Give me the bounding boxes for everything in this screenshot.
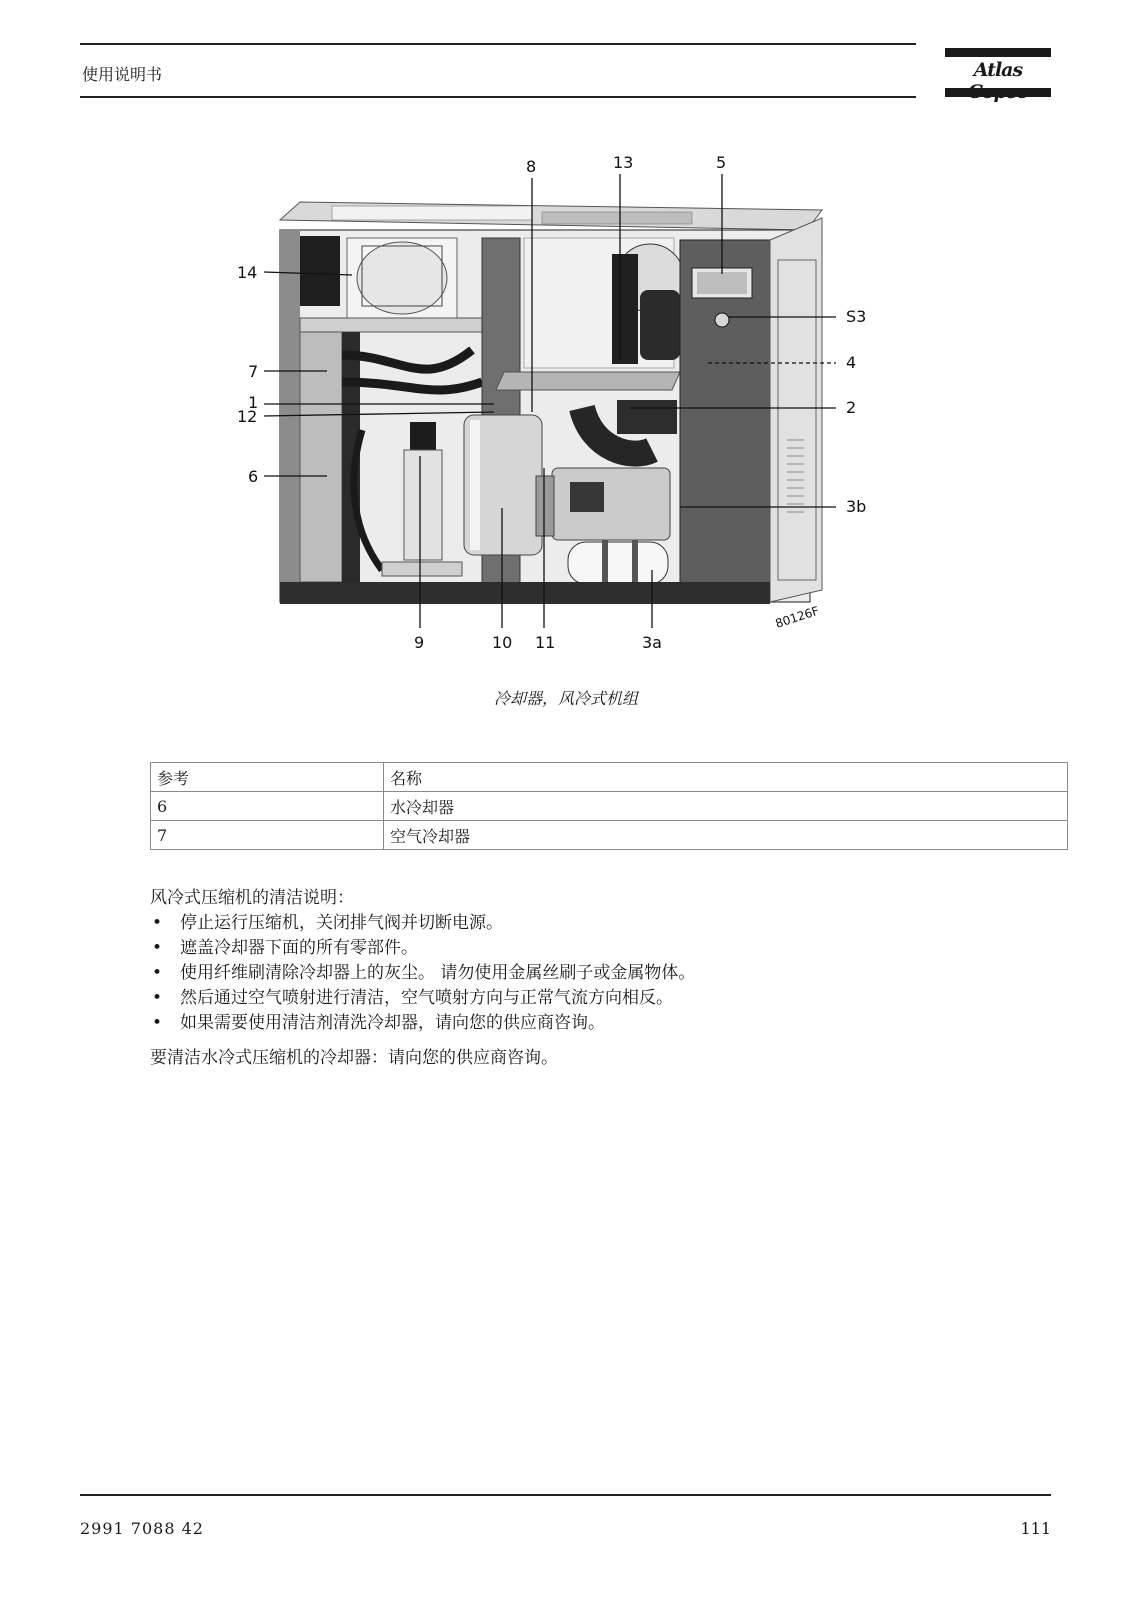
row-ref: 6 <box>151 792 384 821</box>
callout-5: 5 <box>716 153 727 172</box>
bullet-icon: • <box>152 1013 163 1033</box>
callout-3b: 3b <box>846 497 867 516</box>
callout-3a: 3a <box>642 633 662 652</box>
callout-4: 4 <box>846 353 857 372</box>
table-row <box>151 792 1068 821</box>
list-item <box>150 936 1050 961</box>
water-cooled-note: 要清洁水冷式压缩机的冷却器：请向您的供应商咨询。 <box>150 1048 558 1068</box>
page-number: 111 <box>1020 1519 1051 1538</box>
list-item-text: 如果需要使用清洁剂清洗冷却器，请向您的供应商咨询。 <box>180 1013 605 1033</box>
list-item-text: 然后通过空气喷射进行清洁，空气喷射方向与正常气流方向相反。 <box>180 988 673 1008</box>
callout-s3: S3 <box>846 307 867 326</box>
bullet-icon: • <box>152 913 163 933</box>
manual-title: 使用说明书 <box>82 65 163 84</box>
list-item-text: 遮盖冷却器下面的所有零部件。 <box>180 938 418 958</box>
reference-table <box>150 762 1068 850</box>
header-rule-bottom <box>80 96 916 98</box>
callout-2: 2 <box>846 398 857 417</box>
atlas-copco-logo <box>945 48 1051 98</box>
callout-8: 8 <box>526 157 537 176</box>
callout-7: 7 <box>248 362 259 381</box>
figure-caption: 冷却器，风冷式机组 <box>493 689 638 708</box>
figure-code: 80126F <box>773 603 821 631</box>
document-number: 2991 7088 42 <box>80 1519 204 1538</box>
header-name: 名称 <box>384 763 1068 792</box>
row-name: 空气冷却器 <box>384 821 1068 850</box>
header-ref: 参考 <box>151 763 384 792</box>
callout-6: 6 <box>248 467 259 486</box>
bullet-icon: • <box>152 963 163 983</box>
bullet-icon: • <box>152 938 163 958</box>
bullet-icon: • <box>152 988 163 1008</box>
logo-bar-top <box>945 48 1051 57</box>
list-item <box>150 961 1050 986</box>
logo-text: Atlas <box>973 59 1023 81</box>
list-item <box>150 986 1050 1011</box>
table-header-row <box>151 763 1068 792</box>
callout-14: 14 <box>237 263 258 282</box>
footer-rule <box>80 1494 1051 1496</box>
callout-9: 9 <box>414 633 425 652</box>
callout-1: 1 <box>248 393 259 412</box>
list-item <box>150 911 1050 936</box>
logo-bar-bottom <box>945 88 1051 97</box>
callout-12: 12 <box>237 407 258 426</box>
compressor-cooler-figure <box>232 150 900 670</box>
callout-13: 13 <box>613 153 634 172</box>
list-item-text: 使用纤维刷清除冷却器上的灰尘。 请勿使用金属丝刷子或金属物体。 <box>180 963 696 983</box>
row-ref: 7 <box>151 821 384 850</box>
header-rule-top <box>80 43 916 45</box>
intro-text: 风冷式压缩机的清洁说明： <box>150 888 354 908</box>
cleaning-instructions <box>150 886 1050 1071</box>
table-row <box>151 821 1068 850</box>
callout-10: 10 <box>492 633 513 652</box>
row-name: 水冷却器 <box>384 792 1068 821</box>
list-item <box>150 1011 1050 1036</box>
callout-11: 11 <box>535 633 556 652</box>
list-item-text: 停止运行压缩机，关闭排气阀并切断电源。 <box>180 913 503 933</box>
